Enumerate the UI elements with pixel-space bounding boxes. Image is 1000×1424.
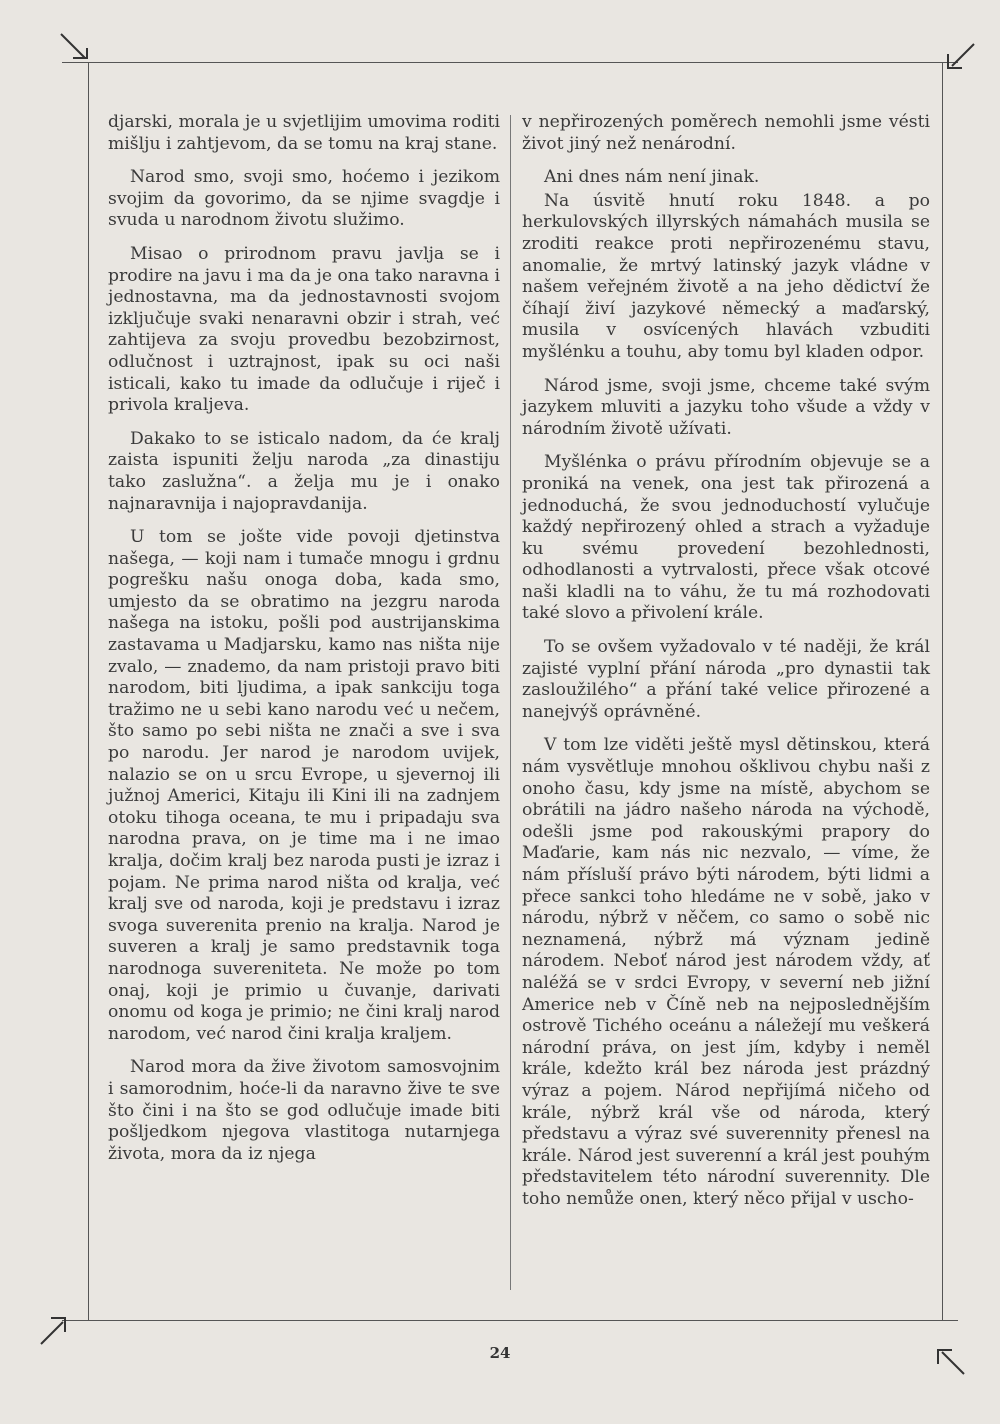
left-paragraph: U tom se jošte vide povoji djetinstva našega, — koji nam i tumače mnogu i grdnu pogrešku našu onoga doba, kada smo, umjesto da se obratimo na jezgru naroda našega na istoku, pošli pod austrijanskima zastavama u Madjarsku, kamo nas ništa nije zvalo, — znademo, da nam pristoji pravo biti narodom, biti ljudima, a ipak sankciju toga tražimo ne u sebi kano narodu već u nečem, što samo po sebi ništa ne znači a sve i sva po narodu. Jer narod je narodom uvijek, nalazio se on u srcu Evrope, u sjevernoj ili južnoj Americi, Kitaju ili Kini ili na zadnjem otoku tihoga oceana, te mu i pripadaju sva narodna prava, on je time ma i ne imao kralja, dočim kralj bez naroda pusti je izraz i pojam. Ne prima narod ništa od kralja, već kralj sve od naroda, koji je predstavu i izraz svoga suverenita prenio na kralja. Narod je suveren a kralj je samo predstavnik toga narodnoga suvereniteta. Ne može po tom onaj, koji je primio u čuvanje, darivati onomu od koga je primio; ne čini kralj narod narodom, već narod čini kralja kraljem.	[108, 527, 500, 1044]
right-paragraph: Na úsvitě hnutí roku 1848. a po herkulovských illyrských námahách musila se zroditi reakce proti nepřirozenému stavu, anomalie, že mrtvý latinský jazyk vládne v našem veřejném životě a na jeho dědictví že číhají živí jazykové německý a maďarský, musila v osvícených hlavách vzbuditi myšlénku a touhu, aby tomu byl kladen odpor.	[522, 190, 930, 362]
right-paragraph: Ani dnes nám není jinak.	[544, 167, 760, 188]
crop-mark-top-right-icon	[940, 40, 980, 80]
left-paragraph: Narod mora da žive životom samosvojnim i samorodnim, hoće-li da naravno žive te sve što čini i na što se god odlučuje imade biti pošljedkom njegova vlastitoga nutarnjega života, mora da iz njega	[108, 1057, 500, 1164]
left-paragraph: djarski, morala je u svjetlijim umovima roditi mišlju i zahtjevom, da se tomu na kraj stane.	[108, 112, 500, 154]
left-paragraph: Narod smo, svoji smo, hoćemo i jezikom svojim da govorimo, da se njime svagdje i svuda u narodnom životu služimo.	[108, 167, 500, 231]
right-paragraph: To se ovšem vyžadovalo v té naději, že král zajisté vyplní přání národa „pro dynastii tak zasloužilého“ a přání také velice přirozené a nanejvýš oprávněné.	[522, 637, 930, 722]
frame-left-rule	[88, 62, 89, 1320]
right-paragraph: Myšlénka o právu přírodním objevuje se a proniká na venek, ona jest tak přirozená a jednoduchá, že svou jednoduchostí vylučuje každý nepřirozený ohled a strach a vyžaduje ku svému provedení bezohlednosti, odhodlanosti a vytrvalosti, přece však otcové naši kladli na to váhu, že tu má rozhodovati také slovo a přivolení krále.	[522, 452, 930, 624]
left-paragraph: Misao o prirodnom pravu javlja se i prodire na javu i ma da je ona tako naravna i jednostavna, ma da jednostavnosti svojom izključuje svaki nenaravni obzir i strah, već zahtijeva za svoju provedbu bezobzirnost, odlučnost i uztrajnost, ipak su oci naši isticali, kako tu imade da odlučuje i riječ i privola kraljeva.	[108, 243, 500, 416]
left-paragraph: Dakako to se isticalo nadom, da će kralj zaista ispuniti želju naroda „za dinastiju tako zaslužna“. a želja mu je i onako najnaravnija i najopravdanija.	[108, 428, 500, 514]
right-paragraph: Národ jsme, svoji jsme, chceme také svým jazykem mluviti a jazyku toho všude a vždy v národním životě užívati.	[522, 375, 930, 439]
right-paragraph: v nepřirozených poměrech nemohli jsme vésti život jiný než nenárodní.	[522, 112, 930, 154]
frame-right-rule	[942, 62, 943, 1320]
column-divider	[510, 115, 511, 1290]
crop-mark-top-left-icon	[55, 28, 95, 68]
right-column	[522, 112, 930, 1223]
page-number: 24	[489, 1344, 511, 1362]
frame-bottom-rule	[62, 1320, 958, 1321]
right-paragraph: V tom lze viděti ještě mysl dětinskou, která nám vysvětluje mnohou ošklivou chybu naši z onoho času, kdy jsme na místě, abychom se obrátili na jádro našeho národa na východě, odešli jsme pod rakouskými prapory do Maďarie, kam nás nic nezvalo, — víme, že nám přísluší právo býti národem, býti lidmi a přece sankci toho hledáme ne v sobě, jako v národu, nýbrž v něčem, co samo o sobě nic neznamená, nýbrž má význam jedině národem. Neboť národ jest národem vždy, ať naléžá se v srdci Evropy, v severní neb jižní Americe neb v Číně neb na nejposlednějším ostrově Tichého oceánu a náležejí mu veškerá národní práva, on jest jím, kdyby i neměl krále, kdežto král bez národa jest prázdný výraz a pojem. Národ nepřijímá ničeho od krále, nýbrž král vše od národa, který představu a výraz své suverennity přenesl na krále. Národ jest suverenní a král jest pouhým představitelem této národní suverennity. Dle toho nemůže onen, který něco přijal v uscho-	[522, 735, 930, 1209]
left-column	[108, 112, 500, 1177]
frame-top-rule	[62, 62, 958, 63]
